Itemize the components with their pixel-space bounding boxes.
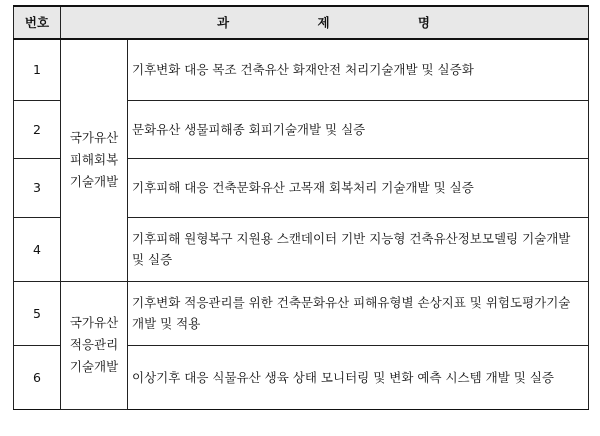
task-title: 기후변화 적응관리를 위한 건축문화유산 피해유형별 손상지표 및 위험도평가기술 개발 및 적용 xyxy=(128,281,589,345)
table-row xyxy=(14,281,589,345)
category-line: 기술개발 xyxy=(69,359,119,374)
task-title: 기후피해 원형복구 지원용 스캔데이터 기반 지능형 건축유산정보모델링 기술개발 및 실증 xyxy=(128,217,589,281)
project-table xyxy=(13,5,589,410)
category-cell xyxy=(61,39,128,281)
category-line: 기술개발 xyxy=(69,174,119,190)
category-line: 적응관리 xyxy=(69,337,119,352)
task-title: 기후변화 대응 목조 건축유산 화재안전 처리기술개발 및 실증화 xyxy=(128,39,589,100)
row-number: 5 xyxy=(14,281,61,345)
category-line: 국가유산 xyxy=(69,315,119,330)
table-header-row xyxy=(14,6,589,39)
row-number: 2 xyxy=(14,100,61,158)
header-number: 번호 xyxy=(14,6,61,39)
header-title: 과 제 명 xyxy=(61,6,589,39)
row-number: 4 xyxy=(14,217,61,281)
category-line: 피해회복 xyxy=(69,152,119,168)
category-cell xyxy=(61,281,128,409)
row-number: 3 xyxy=(14,158,61,217)
task-title: 이상기후 대응 식물유산 생육 상태 모니터링 및 변화 예측 시스템 개발 및 실증 xyxy=(128,345,589,409)
task-title: 기후피해 대응 건축문화유산 고목재 회복처리 기술개발 및 실증 xyxy=(128,158,589,217)
row-number: 1 xyxy=(14,39,61,100)
category-line: 국가유산 xyxy=(69,130,119,146)
row-number: 6 xyxy=(14,345,61,409)
table-row xyxy=(14,39,589,100)
task-title: 문화유산 생물피해종 회피기술개발 및 실증 xyxy=(128,100,589,158)
